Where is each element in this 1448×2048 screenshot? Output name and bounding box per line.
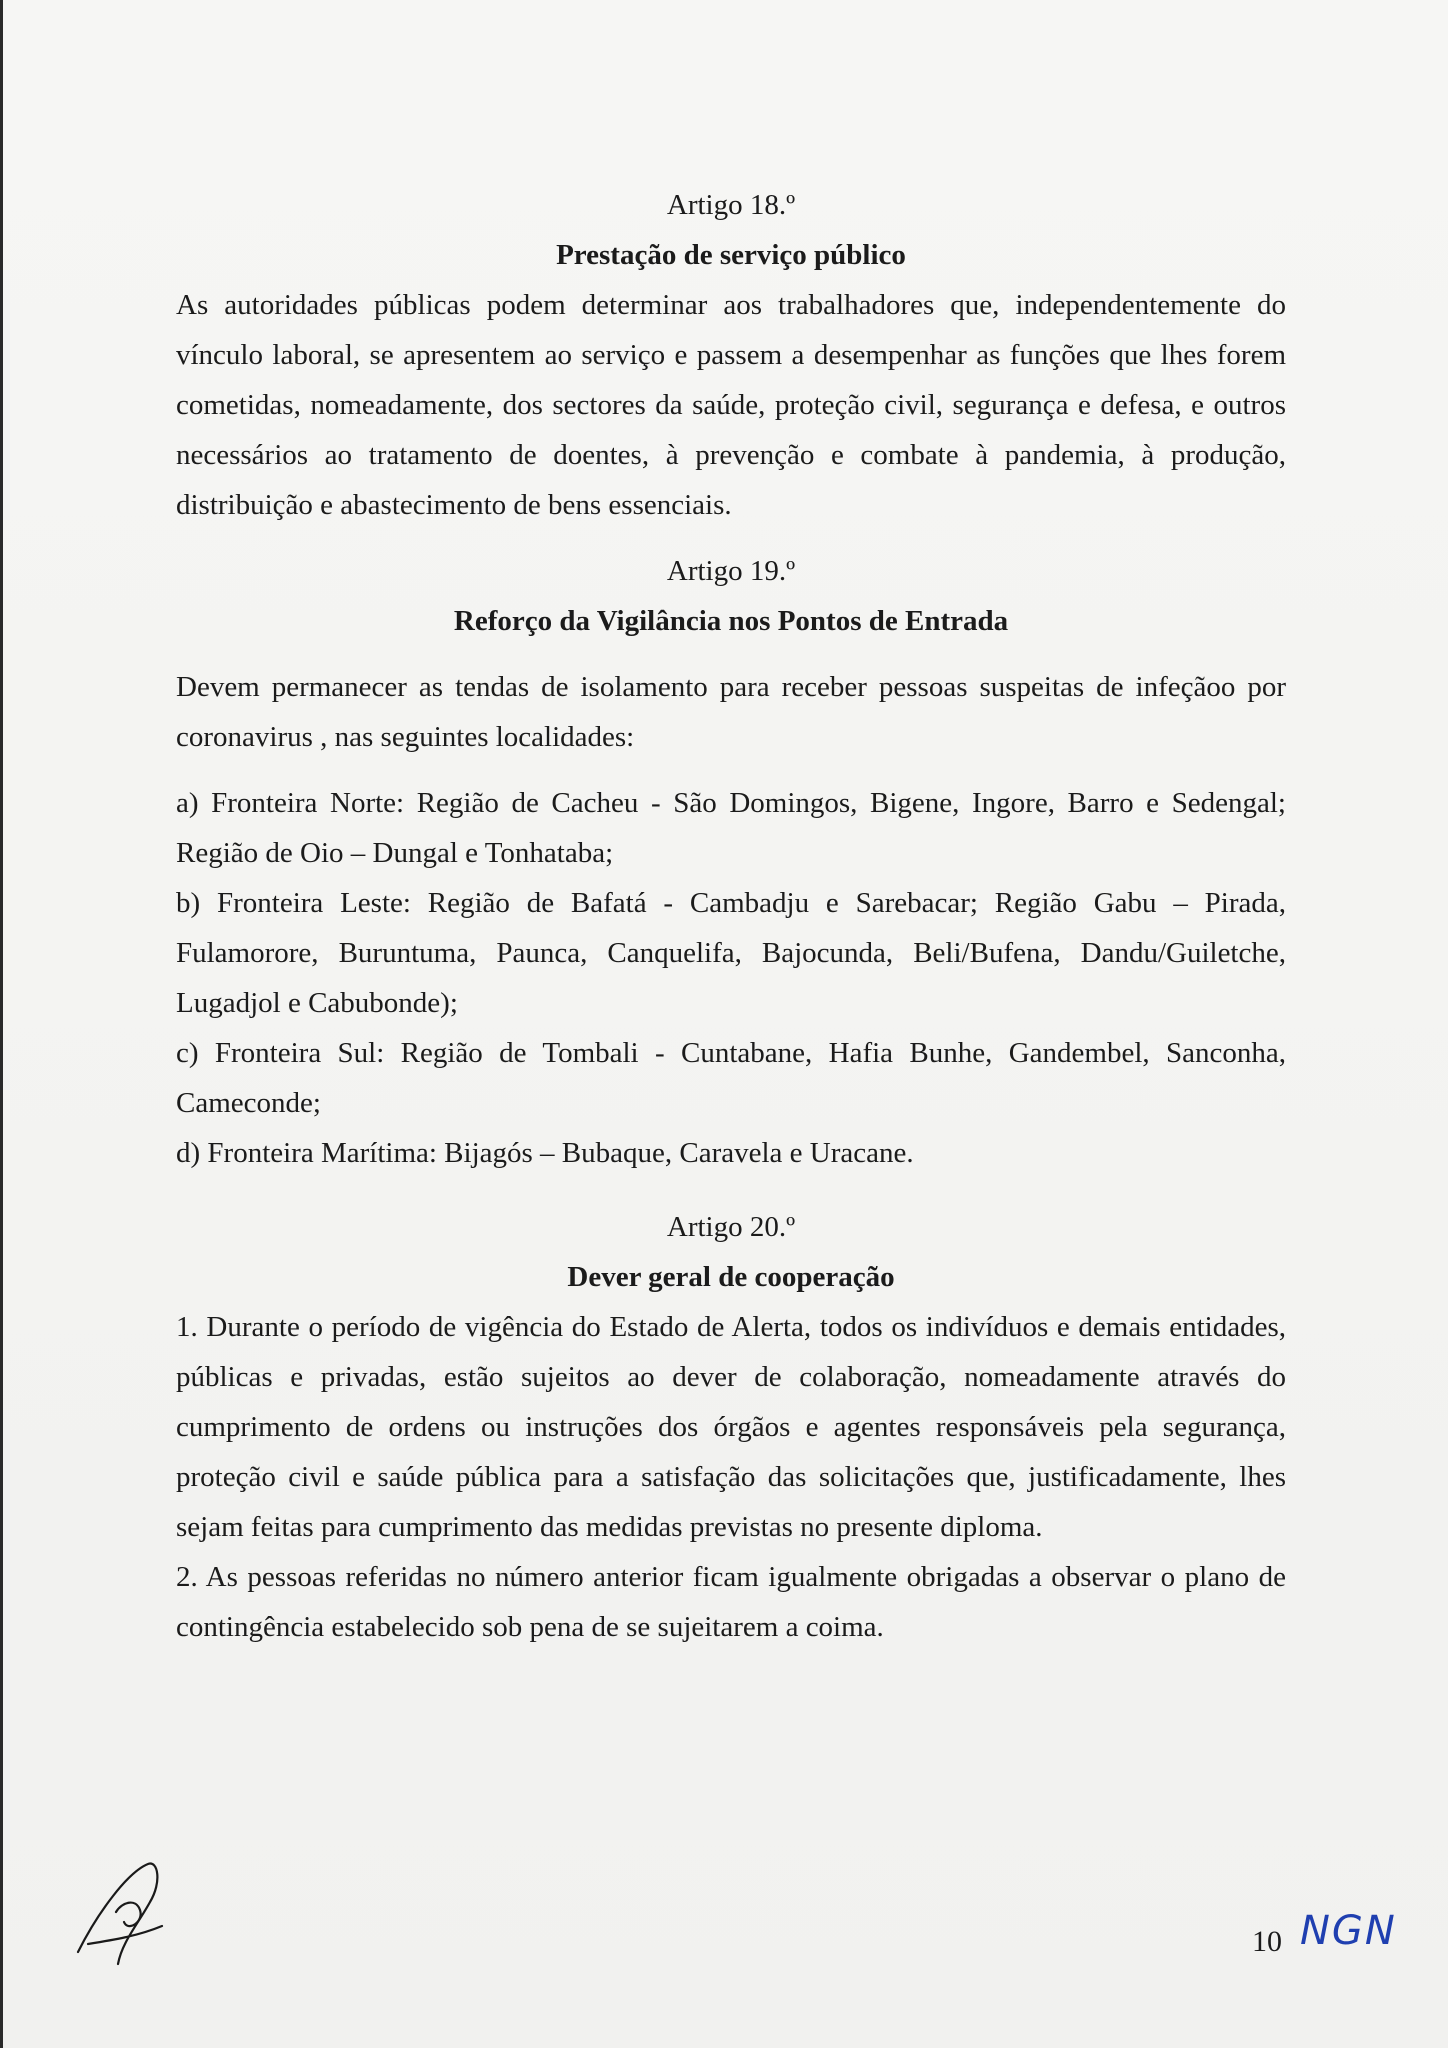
handwritten-initials: NGN — [1300, 1908, 1397, 1954]
document-body — [176, 180, 1286, 1652]
article-title: Reforço da Vigilância nos Pontos de Entrada — [453, 605, 1009, 637]
article-number: Artigo 20.º — [666, 1211, 796, 1243]
article-paragraph: As autoridades públicas podem determinar aos trabalhadores que, independentemente do vínculo laboral, se apresentem ao serviço e passem a desempenhar as funções que lhes forem cometidas, nomeadamente, dos sectores da saúde, proteção civil, segurança e defesa, e outros necessários ao tratamento de doentes, à prevenção e combate à pandemia, à produção, distribuição e abastecimento de bens essenciais. — [176, 289, 1286, 521]
page-edge-line — [0, 0, 3, 2048]
signature-icon — [58, 1852, 178, 1982]
article-18 — [176, 180, 1286, 530]
page-number: 10 — [1252, 1925, 1282, 1958]
article-paragraph: Devem permanecer as tendas de isolamento para receber pessoas suspeitas de infeçãoo por coronavirus , nas seguintes localidades: — [176, 671, 1286, 753]
article-20 — [176, 1202, 1286, 1652]
list-item: d) Fronteira Marítima: Bijagós – Bubaque, Caravela e Uracane. — [176, 1137, 914, 1169]
article-title: Dever geral de cooperação — [567, 1261, 895, 1293]
article-number: Artigo 19.º — [666, 555, 796, 587]
article-paragraph: 2. As pessoas referidas no número anterior ficam igualmente obrigadas a observar o plano de contingência estabelecido sob pena de se sujeitarem a coima. — [176, 1561, 1286, 1643]
article-19 — [176, 546, 1286, 1178]
list-item: a) Fronteira Norte: Região de Cacheu - São Domingos, Bigene, Ingore, Barro e Sedengal; Região de Oio – Dungal e Tonhataba; — [176, 787, 1286, 869]
article-number: Artigo 18.º — [666, 189, 796, 221]
article-paragraph: 1. Durante o período de vigência do Estado de Alerta, todos os indivíduos e demais entidades, públicas e privadas, estão sujeitos ao dever de colaboração, nomeadamente através do cumprimento de ordens ou instruções dos órgãos e agentes responsáveis pela segurança, proteção civil e saúde pública para a satisfação das solicitações que, justificadamente, lhes sejam feitas para cumprimento das medidas previstas no presente diploma. — [176, 1311, 1286, 1543]
list-item: b) Fronteira Leste: Região de Bafatá - Cambadju e Sarebacar; Região Gabu – Pirada, Fulamorore, Buruntuma, Paunca, Canquelifa, Bajocunda, Beli/Bufena, Dandu/Guiletche, Lugadjol e Cabubonde); — [176, 887, 1286, 1019]
list-item: c) Fronteira Sul: Região de Tombali - Cuntabane, Hafia Bunhe, Gandembel, Sanconha, Cameconde; — [176, 1037, 1286, 1119]
article-title: Prestação de serviço público — [556, 239, 906, 271]
